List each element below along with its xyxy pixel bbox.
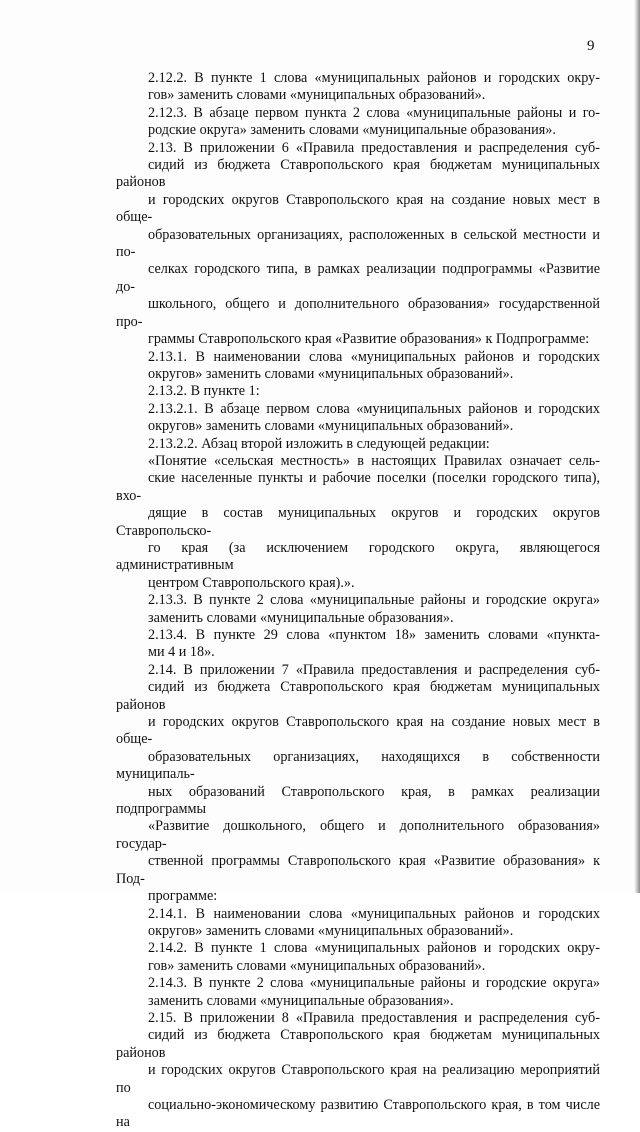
- text-line: школьного, общего и дополнительного образования» государственной про-: [116, 296, 600, 330]
- text-line: и городских округов Ставропольского края на реализацию мероприятий по: [116, 1062, 600, 1096]
- page-number: 9: [587, 38, 595, 54]
- text-line: и городских округов Ставропольского края на создание новых мест в обще-: [116, 714, 600, 748]
- text-line: родские округа» заменить словами «муниципальные образования».: [148, 122, 556, 139]
- paragraph: [116, 453, 600, 592]
- text-line: программе:: [148, 888, 218, 905]
- text-line: образовательных организациях, находящихся в собственности муниципаль-: [116, 748, 600, 783]
- paragraph: [116, 906, 600, 941]
- text-line: округов» заменить словами «муниципальных образований».: [148, 365, 514, 382]
- text-line: 2.12.2. В пункте 1 слова «муниципальных районов и городских окру-: [148, 70, 600, 86]
- text-line: дящие в состав муниципальных округов и городских округов Ставропольско-: [116, 505, 600, 539]
- text-line: ские населенные пункты и рабочие поселки (поселки городского типа), вхо-: [116, 470, 600, 504]
- paragraph: [116, 105, 600, 140]
- paragraph: [116, 140, 600, 349]
- text-line: 2.13.2.1. В абзаце первом слова «муниципальных районов и городских: [148, 400, 600, 417]
- text-line: 2.13. В приложении 6 «Правила предоставления и распределения суб-: [148, 139, 600, 156]
- paragraph: [116, 1010, 600, 1132]
- text-line: 2.15. В приложении 8 «Правила предоставления и распределения суб-: [148, 1009, 600, 1026]
- text-line: ных образований Ставропольского края, в рамках реализации подпрограммы: [116, 783, 600, 818]
- paragraph: [116, 592, 600, 627]
- paragraph: [116, 70, 600, 105]
- text-line: 2.14. В приложении 7 «Правила предоставления и распределения суб-: [148, 661, 600, 678]
- paragraph: [116, 627, 600, 662]
- paragraph: [116, 349, 600, 384]
- text-line: заменить словами «муниципальные образования».: [148, 609, 454, 626]
- page-edge-shadow: [634, 0, 640, 893]
- text-line: 2.13.2. В пункте 1:: [148, 383, 260, 400]
- paragraph: [116, 401, 600, 436]
- text-line: сидий из бюджета Ставропольского края бюджетам муниципальных районов: [116, 679, 600, 713]
- text-line: го края (за исключением городского округа, являющегося административным: [116, 539, 600, 574]
- text-line: центром Ставропольского края).».: [148, 574, 355, 591]
- text-line: 2.14.2. В пункте 1 слова «муниципальных районов и городских окру-: [148, 940, 600, 957]
- text-line: 2.14.1. В наименовании слова «муниципальных районов и городских: [148, 905, 600, 922]
- text-line: 2.13.2.2. Абзац второй изложить в следующей редакции:: [148, 435, 490, 452]
- text-line: гов» заменить словами «муниципальных образований».: [148, 87, 486, 104]
- paragraph: [116, 975, 600, 1010]
- paragraph: [116, 383, 600, 400]
- text-line: сидий из бюджета Ставропольского края бюджетам муниципальных районов: [116, 157, 600, 191]
- text-line: 2.13.4. В пункте 29 слова «пунктом 18» заменить словами «пункта-: [148, 627, 600, 643]
- text-line: «Развитие дошкольного, общего и дополнительного образования» государ-: [116, 818, 600, 852]
- text-line: 2.12.3. В абзаце первом пункта 2 слова «муниципальные районы и го-: [148, 104, 600, 121]
- text-line: ственной программы Ставропольского края «Развитие образования» к Под-: [116, 853, 600, 887]
- text-line: ми 4 и 18».: [148, 644, 215, 661]
- text-line: округов» заменить словами «муниципальных образований».: [148, 922, 514, 939]
- text-line: 2.14.3. В пункте 2 слова «муниципальные районы и городские округа»: [148, 975, 600, 992]
- text-line: заменить словами «муниципальные образования».: [148, 992, 454, 1009]
- text-line: граммы Ставропольского края «Развитие образования» к Подпрограмме:: [148, 331, 590, 348]
- text-line: образовательных организациях, расположенных в сельской местности и по-: [116, 226, 600, 261]
- paragraph: [116, 662, 600, 906]
- text-line: «Понятие «сельская местность» в настоящих Правилах означает сель-: [148, 452, 600, 469]
- paragraph: [116, 940, 600, 975]
- text-line: 2.13.3. В пункте 2 слова «муниципальные районы и городские округа»: [148, 592, 600, 609]
- text-line: 2.13.1. В наименовании слова «муниципальных районов и городских: [148, 348, 600, 365]
- text-line: гов» заменить словами «муниципальных образований».: [148, 957, 486, 974]
- text-line: округов» заменить словами «муниципальных образований».: [148, 418, 514, 435]
- text-line: сидий из бюджета Ставропольского края бюджетам муниципальных районов: [116, 1027, 600, 1061]
- paragraph: [116, 436, 600, 453]
- text-line: и городских округов Ставропольского края на создание новых мест в обще-: [116, 191, 600, 226]
- document-body: [116, 70, 600, 1132]
- text-line: социально-экономическому развитию Ставропольского края, в том числе на: [116, 1096, 600, 1131]
- text-line: селках городского типа, в рамках реализации подпрограммы «Развитие до-: [116, 261, 600, 295]
